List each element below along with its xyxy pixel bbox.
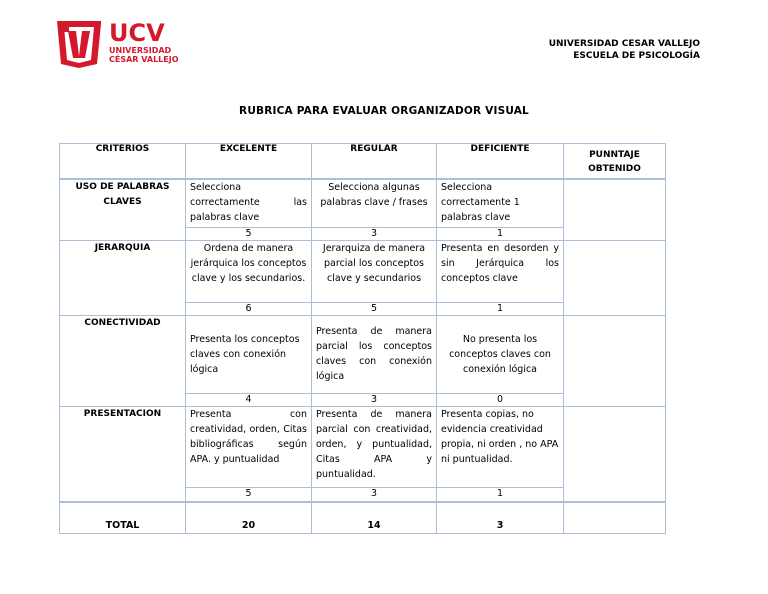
total-puntaje[interactable] bbox=[564, 502, 666, 534]
table-row bbox=[60, 316, 666, 394]
cell-excelente: Presenta los conceptos claves con conexión lógica bbox=[186, 316, 312, 394]
header-excelente: EXCELENTE bbox=[186, 144, 312, 180]
total-row bbox=[60, 502, 666, 534]
cell-deficiente: No presenta los conceptos claves con conexión lógica bbox=[437, 316, 564, 394]
rubric-table bbox=[59, 143, 666, 534]
cell-deficiente: Selecciona correctamente 1 palabras clave bbox=[437, 179, 564, 227]
logo-line1: UNIVERSIDAD bbox=[109, 46, 172, 55]
cell-regular: Presenta de manera parcial los conceptos claves con conexión lógica bbox=[312, 316, 437, 394]
cell-excelente: Selecciona correctamente las palabras clave bbox=[186, 179, 312, 227]
score-excelente: 5 bbox=[186, 488, 312, 502]
criterion-label: PRESENTACION bbox=[60, 407, 186, 503]
cell-puntaje[interactable] bbox=[564, 407, 666, 503]
shield-icon bbox=[57, 21, 101, 68]
logo-letters: UCV bbox=[109, 19, 165, 47]
criterion-label: CONECTIVIDAD bbox=[60, 316, 186, 407]
score-regular: 3 bbox=[312, 488, 437, 502]
ucv-logo bbox=[57, 18, 179, 68]
score-deficiente: 1 bbox=[437, 302, 564, 315]
total-label: TOTAL bbox=[60, 502, 186, 534]
table-row bbox=[60, 179, 666, 227]
table-row bbox=[60, 407, 666, 488]
cell-excelente: Ordena de manera jerárquica los conceptos clave y los secundarios. bbox=[186, 241, 312, 303]
score-regular: 3 bbox=[312, 227, 437, 240]
score-excelente: 6 bbox=[186, 302, 312, 315]
cell-deficiente: Presenta copias, no evidencia creatividad propia, ni orden , no APA ni puntualidad. bbox=[437, 407, 564, 488]
cell-regular: Presenta de manera parcial con creatividad, orden, y puntualidad, Citas APA y puntualidad. bbox=[312, 407, 437, 488]
cell-regular: Selecciona algunas palabras clave / frases bbox=[312, 179, 437, 227]
institution-header bbox=[549, 38, 700, 62]
total-regular: 14 bbox=[312, 502, 437, 534]
header-deficiente: DEFICIENTE bbox=[437, 144, 564, 180]
cell-deficiente: Presenta en desorden y sin Jerárquica los conceptos clave bbox=[437, 241, 564, 303]
cell-excelente: Presenta con creatividad, orden, Citas bibliográficas según APA. y puntualidad bbox=[186, 407, 312, 488]
table-header-row bbox=[60, 144, 666, 180]
cell-puntaje[interactable] bbox=[564, 241, 666, 316]
total-deficiente: 3 bbox=[437, 502, 564, 534]
cell-puntaje[interactable] bbox=[564, 179, 666, 241]
score-regular: 5 bbox=[312, 302, 437, 315]
header-regular: REGULAR bbox=[312, 144, 437, 180]
score-deficiente: 1 bbox=[437, 488, 564, 502]
cell-regular: Jerarquiza de manera parcial los conceptos clave y secundarios bbox=[312, 241, 437, 303]
score-excelente: 4 bbox=[186, 393, 312, 406]
criterion-label: USO DE PALABRAS CLAVES bbox=[60, 179, 186, 241]
score-deficiente: 1 bbox=[437, 227, 564, 240]
score-excelente: 5 bbox=[186, 227, 312, 240]
page-title: RUBRICA PARA EVALUAR ORGANIZADOR VISUAL bbox=[239, 105, 529, 117]
header-puntaje: PUNNTAJE OBTENIDO bbox=[564, 144, 666, 180]
university-name: UNIVERSIDAD CESAR VALLEJO bbox=[548, 39, 700, 49]
total-excelente: 20 bbox=[186, 502, 312, 534]
criterion-label: JERARQUIA bbox=[60, 241, 186, 316]
cell-puntaje[interactable] bbox=[564, 316, 666, 407]
score-regular: 3 bbox=[312, 393, 437, 406]
school-name: ESCUELA DE PSICOLOGÍA bbox=[573, 51, 700, 61]
table-row bbox=[60, 241, 666, 303]
score-deficiente: 0 bbox=[437, 393, 564, 406]
header-criterios: CRITERIOS bbox=[60, 144, 186, 180]
logo-line2: CÉSAR VALLEJO bbox=[109, 55, 179, 64]
